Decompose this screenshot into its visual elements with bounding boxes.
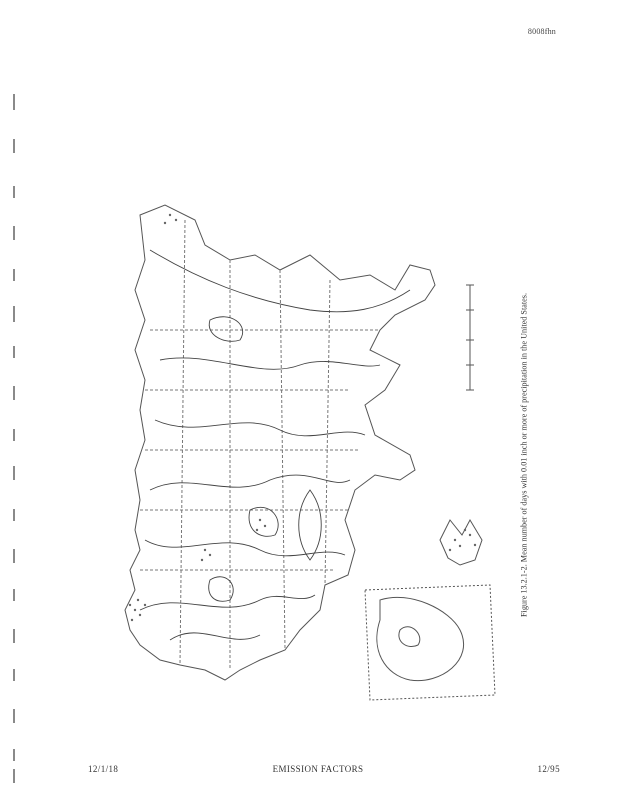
- footer-page-number: 12/95: [537, 764, 560, 774]
- us-map-icon: [110, 190, 505, 710]
- left-margin-marks: [10, 94, 22, 784]
- scale-bar-icon: [466, 285, 474, 390]
- alaska-inset-icon: [365, 520, 495, 700]
- footer-title: EMISSION FACTORS: [272, 764, 364, 774]
- footer-date: 12/1/18: [88, 764, 119, 774]
- page-id: 8008fhn: [527, 27, 556, 36]
- figure-caption: Figure 13.2.1-2. Mean number of days with 0.01 inch or more of precipitation in the United States.: [519, 292, 529, 618]
